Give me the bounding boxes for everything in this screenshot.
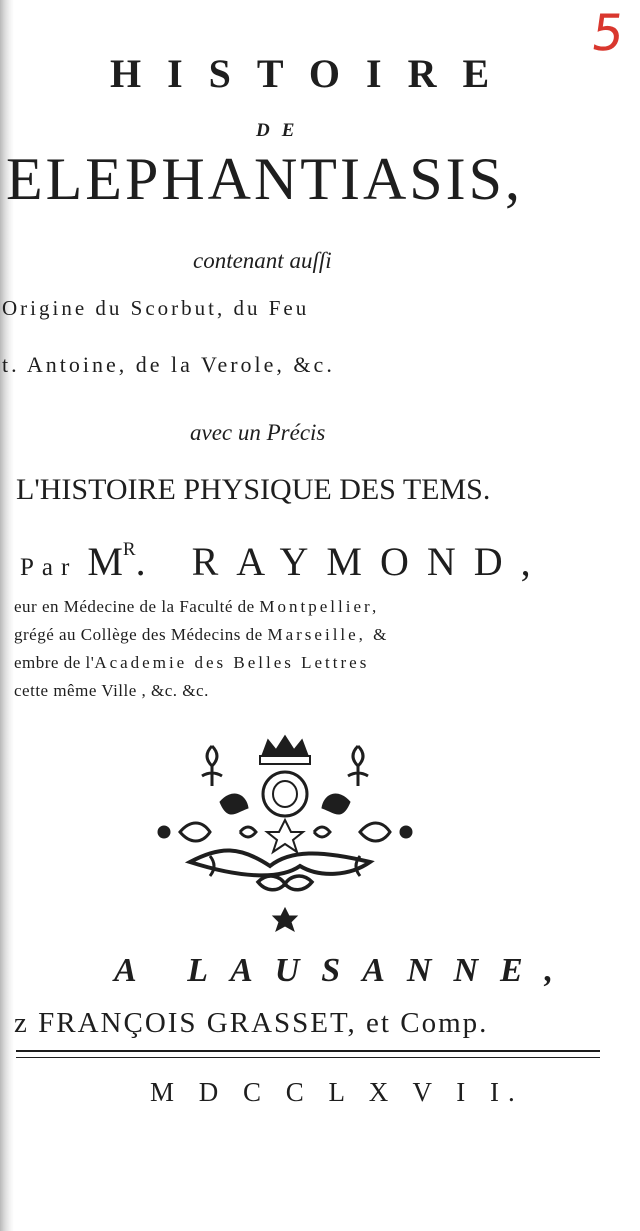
author-name: . RAYMOND, (135, 539, 549, 584)
handwritten-page-number: 5 (588, 4, 629, 62)
credential-text: eur en Médecine de la Faculté de (14, 597, 260, 616)
imprint-rule (16, 1050, 600, 1058)
credential-text: grégé au Collège des Médecins de (14, 625, 268, 644)
imprint-place: A LAUSANNE, (114, 952, 576, 989)
title-histoire: HISTOIRE (110, 51, 516, 96)
subtitle-origine: Origine du Scorbut, du Feu (2, 296, 310, 320)
author-line (20, 538, 549, 585)
author-sup: R (122, 539, 136, 560)
credential-line-2 (14, 625, 389, 645)
credential-line-4: cette même Ville , &c. &c. (14, 681, 209, 700)
credential-line-3 (14, 653, 369, 673)
subtitle-histoire-physique: L'HISTOIRE PHYSIQUE DES TEMS. (16, 473, 491, 506)
credential-text: embre de l' (14, 653, 95, 672)
credential-line-1 (14, 597, 379, 617)
printers-fleuron-crown-icon (150, 732, 420, 937)
subtitle-contenant: contenant auſſi (193, 248, 332, 273)
subtitle-antoine: t. Antoine, de la Verole, &c. (2, 352, 335, 377)
imprint-date: M D C C L X V I I. (150, 1077, 524, 1107)
credential-place: Montpellier, (259, 597, 380, 616)
subtitle-avec: avec un Précis (190, 420, 326, 445)
credential-academy: Academie des Belles Lettres (94, 653, 370, 672)
author-m: M (87, 539, 123, 584)
title-elephantiasis: ELEPHANTIASIS, (6, 146, 523, 212)
credential-place: Marseille, & (267, 625, 390, 644)
author-par: Par (20, 554, 78, 581)
imprint-printer: z FRANÇOIS GRASSET, et Comp. (14, 1007, 489, 1039)
title-de: DE (256, 120, 307, 141)
